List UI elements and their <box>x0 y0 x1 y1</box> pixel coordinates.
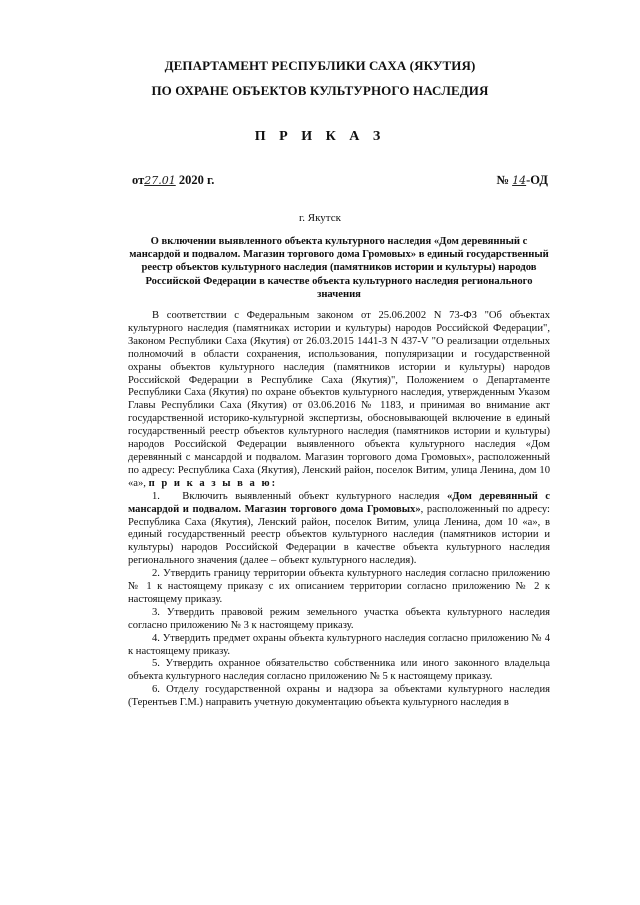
list-item <box>128 491 550 568</box>
department-name-line1: ДЕПАРТАМЕНТ РЕСПУБЛИКИ САХА (ЯКУТИЯ) <box>164 58 476 73</box>
preamble-text: В соответствии с Федеральным законом от 25.06.2002 N 73-ФЗ "Об объектах культурного наследия (памятниках истории и культуры) народов Российской Федерации", Законом Республики Саха (Якутия) от 26.03.2015 1441-З N 437-V "О реализации отдельных полномочий в области сохранения, использования, популяризации и государственной охраны объектов культурного наследия (памятников истории и культуры) народов Российской Федерации в Республике Саха (Якутия)", Положением о Департаменте Республики Саха (Якутия) по охране объектов культурного наследия, утвержденным Указом Главы Республики Саха (Якутия) от 03.06.2016 № 1183, и принимая во внимание акт государственной историко-культурной экспертизы, обосновывающей включение в единый государственный реестр объектов культурного наследия (памятников истории и культуры) народов Российской Федерации выявленного объекта культурного наследия «Дом деревянный с мансардой и подвалом. Магазин торгового дома Громовых», расположенный по адресу: Республика Саха (Якутия), Ленский район, поселок Витим, улица Ленина, дом 10 «а», <box>128 310 550 489</box>
date-suffix: 2020 г. <box>178 173 215 187</box>
preamble-order-word: п р и к а з ы в а ю: <box>148 477 278 489</box>
list-item: 4. Утвердить предмет охраны объекта культурного наследия согласно приложению № 4 к настоящему приказу. <box>128 632 550 657</box>
city: г. Якутск <box>299 212 341 224</box>
number-prefix: № <box>496 173 509 187</box>
date-prefix: от <box>132 173 145 187</box>
department-name-line2: ПО ОХРАНЕ ОБЪЕКТОВ КУЛЬТУРНОГО НАСЛЕДИЯ <box>151 83 489 98</box>
number-handwritten: 14 <box>512 174 527 187</box>
date-handwritten: 27.01 <box>144 174 176 187</box>
item-bold-name: «Дом деревянный с мансардой и подвалом. Магазин торгового дома Громовых» <box>128 490 550 515</box>
order-title: П Р И К А З <box>254 129 386 144</box>
order-date <box>132 173 214 188</box>
list-item: 5. Утвердить охранное обязательство собственника или иного законного владельца объекта культурного наследия согласно приложению № 5 к настоящему приказу. <box>128 658 550 683</box>
item-lead: Включить выявленный объект культурного наследия <box>182 490 440 502</box>
item-rest: , расположенный по адресу: Республика Саха (Якутия), Ленский район, поселок Витим, улица Ленина, дом 10 «а», в единый государственный реестр объектов культурного наследия (памятников истории и культуры) народов Российской Федерации в качестве объекта культурного наследия регионального значения (далее – объект культурного наследия). <box>128 503 550 567</box>
document-body <box>128 310 550 710</box>
list-item: 2. Утвердить границу территории объекта культурного наследия согласно приложению № 1 к настоящему приказу с их описанием территории согласно приложению № 2 к настоящему приказу. <box>128 568 550 605</box>
list-item: 3. Утвердить правовой режим земельного участка объекта культурного наследия согласно приложению № 3 к настоящему приказу. <box>128 606 550 631</box>
order-number <box>496 173 548 188</box>
document-title: О включении выявленного объекта культурного наследия «Дом деревянный с мансардой и подвалом. Магазин торгового дома Громовых» в единый государственный реестр объектов культурного наследия (памятников истории и культуры) народов Российской Федерации в качестве объекта культурного наследия регионального значения <box>129 236 549 300</box>
date-number-line <box>132 173 548 191</box>
number-suffix: -ОД <box>526 173 548 187</box>
item-number: 1. <box>152 490 160 502</box>
preamble-paragraph <box>128 310 550 491</box>
list-item: 6. Отделу государственной охраны и надзора за объектами культурного наследия (Терентьев Г.М.) направить учетную документацию объекта культурного наследия в <box>128 684 550 709</box>
